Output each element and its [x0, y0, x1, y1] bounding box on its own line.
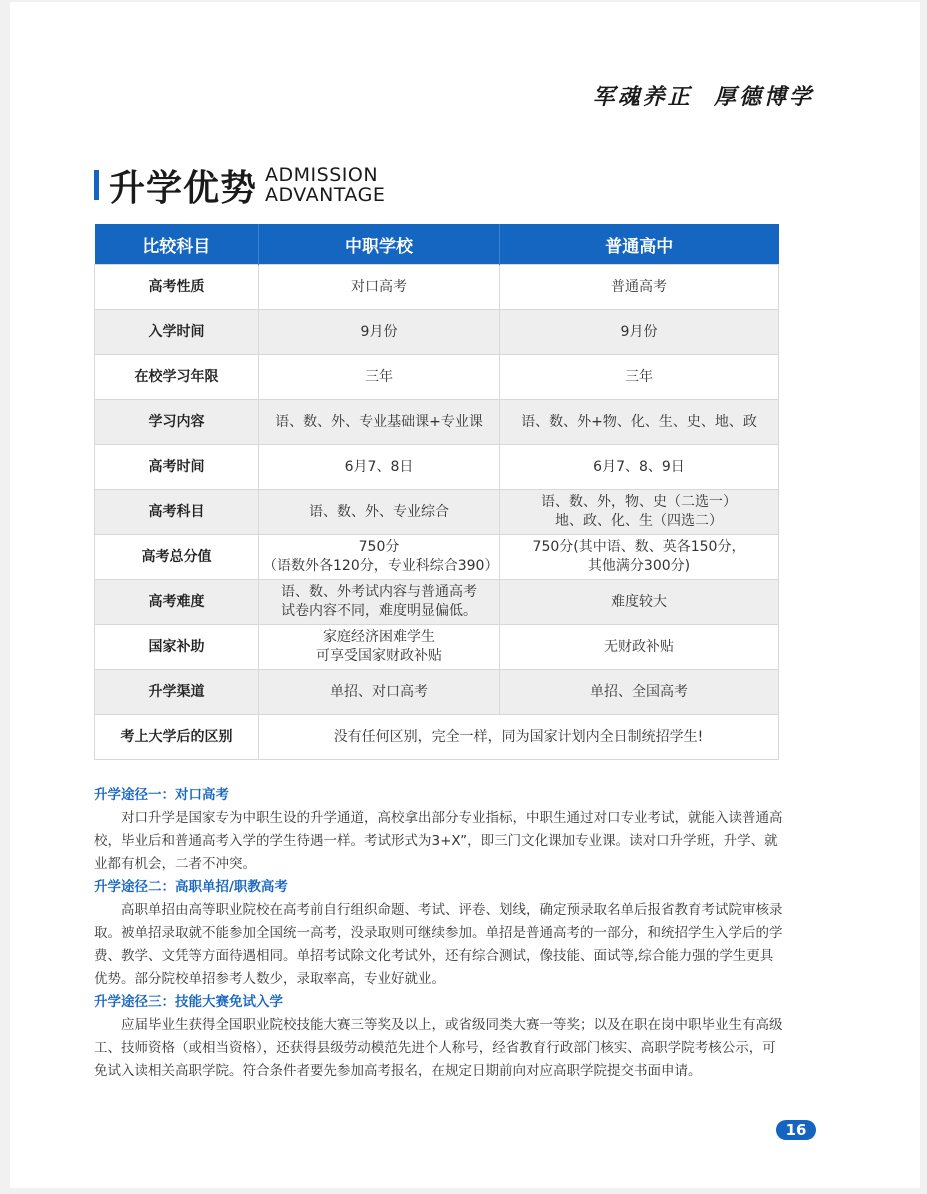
row-subject-cell: 高考难度 — [95, 580, 259, 625]
general-high-school-cell: 750分(其中语、数、英各150分， 其他满分300分) — [500, 535, 779, 580]
title-chinese: 升学优势 — [109, 167, 258, 209]
page-number-badge: 16 — [776, 1120, 816, 1140]
vocational-school-cell: 语、数、外、专业综合 — [259, 490, 500, 535]
path-section — [94, 991, 784, 1083]
vocational-school-cell: 750分 （语数外各120分，专业科综合390） — [259, 535, 500, 580]
title-english-line2: ADVANTAGE — [265, 184, 386, 206]
general-high-school-cell: 三年 — [500, 355, 779, 400]
general-high-school-cell: 语、数、外，物、史（二选一） 地、政、化、生（四选二） — [500, 490, 779, 535]
general-high-school-cell: 难度较大 — [500, 580, 779, 625]
vocational-school-cell: 9月份 — [259, 310, 500, 355]
vocational-school-cell: 语、数、外考试内容与普通高考 试卷内容不同，难度明显偏低。 — [259, 580, 500, 625]
path-section — [94, 784, 784, 876]
path-title: 升学途径二：高职单招/职教高考 — [94, 879, 288, 895]
title-english-line1: ADMISSION — [265, 164, 379, 186]
table-row — [95, 625, 779, 670]
section-title — [94, 160, 385, 210]
general-high-school-cell: 无财政补贴 — [500, 625, 779, 670]
table-header-row — [95, 224, 779, 265]
table-row — [95, 535, 779, 580]
header-subject: 比较科目 — [95, 224, 259, 265]
table-row — [95, 670, 779, 715]
table-row — [95, 310, 779, 355]
header-general-high-school: 普通高中 — [500, 224, 779, 265]
vocational-school-cell: 单招、对口高考 — [259, 670, 500, 715]
table-body — [95, 265, 779, 760]
general-high-school-cell: 单招、全国高考 — [500, 670, 779, 715]
path-section — [94, 876, 784, 991]
row-subject-cell: 国家补助 — [95, 625, 259, 670]
title-accent-bar — [94, 170, 99, 200]
last-row — [95, 715, 779, 760]
path-title: 升学途径三：技能大赛免试入学 — [94, 994, 283, 1010]
row-subject-cell: 高考总分值 — [95, 535, 259, 580]
vocational-school-cell: 6月7、8日 — [259, 445, 500, 490]
school-motto: 军魂养正 厚德博学 — [592, 84, 814, 110]
row-subject-cell: 入学时间 — [95, 310, 259, 355]
vocational-school-cell: 对口高考 — [259, 265, 500, 310]
row-subject-cell: 高考科目 — [95, 490, 259, 535]
table-row — [95, 355, 779, 400]
table-row — [95, 400, 779, 445]
merged-cell: 没有任何区别，完全一样，同为国家计划内全日制统招学生! — [259, 715, 779, 760]
header-vocational-school: 中职学校 — [259, 224, 500, 265]
table-row — [95, 490, 779, 535]
row-subject-cell: 升学渠道 — [95, 670, 259, 715]
path-body: 应届毕业生获得全国职业院校技能大赛三等奖及以上，或省级同类大赛一等奖；以及在职在岗中职毕业生有高级工、技师资格（或相当资格），还获得县级劳动模范先进个人称号，经省教育行政部门核实、高职学院考核公示，可免试入读相关高职学院。符合条件者要先参加高考报名，在规定日期前向对应高职学院提交书面申请。 — [94, 1017, 783, 1079]
path-body: 高职单招由高等职业院校在高考前自行组织命题、考试、评卷、划线，确定预录取名单后报省教育考试院审核录取。被单招录取就不能参加全国统一高考，没录取则可继续参加。单招是普通高考的一部分，和统招学生入学后的学费、教学、文凭等方面待遇相同。单招考试除文化考试外，还有综合测试，像技能、面试等,综合能力强的学生更具优势。部分院校单招参考人数少，录取率高，专业好就业。 — [94, 902, 783, 987]
row-subject-cell: 考上大学后的区别 — [95, 715, 259, 760]
comparison-table — [94, 224, 779, 760]
path-body: 对口升学是国家专为中职生设的升学通道，高校拿出部分专业指标，中职生通过对口专业考试，就能入读普通高校，毕业后和普通高考入学的学生待遇一样。考试形式为3+X”，即三门文化课加专业课。读对口升学班，升学、就业都有机会，二者不冲突。 — [94, 810, 783, 872]
title-english — [265, 165, 385, 205]
table-row — [95, 580, 779, 625]
brochure-page — [10, 2, 920, 1188]
row-subject-cell: 高考性质 — [95, 265, 259, 310]
general-high-school-cell: 语、数、外+物、化、生、史、地、政 — [500, 400, 779, 445]
table-row — [95, 265, 779, 310]
path-title: 升学途径一：对口高考 — [94, 787, 229, 803]
general-high-school-cell: 普通高考 — [500, 265, 779, 310]
row-subject-cell: 在校学习年限 — [95, 355, 259, 400]
general-high-school-cell: 9月份 — [500, 310, 779, 355]
row-subject-cell: 学习内容 — [95, 400, 259, 445]
vocational-school-cell: 语、数、外、专业基础课+专业课 — [259, 400, 500, 445]
table-row — [95, 445, 779, 490]
row-subject-cell: 高考时间 — [95, 445, 259, 490]
admission-paths — [94, 784, 784, 1083]
vocational-school-cell: 三年 — [259, 355, 500, 400]
vocational-school-cell: 家庭经济困难学生 可享受国家财政补贴 — [259, 625, 500, 670]
general-high-school-cell: 6月7、8、9日 — [500, 445, 779, 490]
